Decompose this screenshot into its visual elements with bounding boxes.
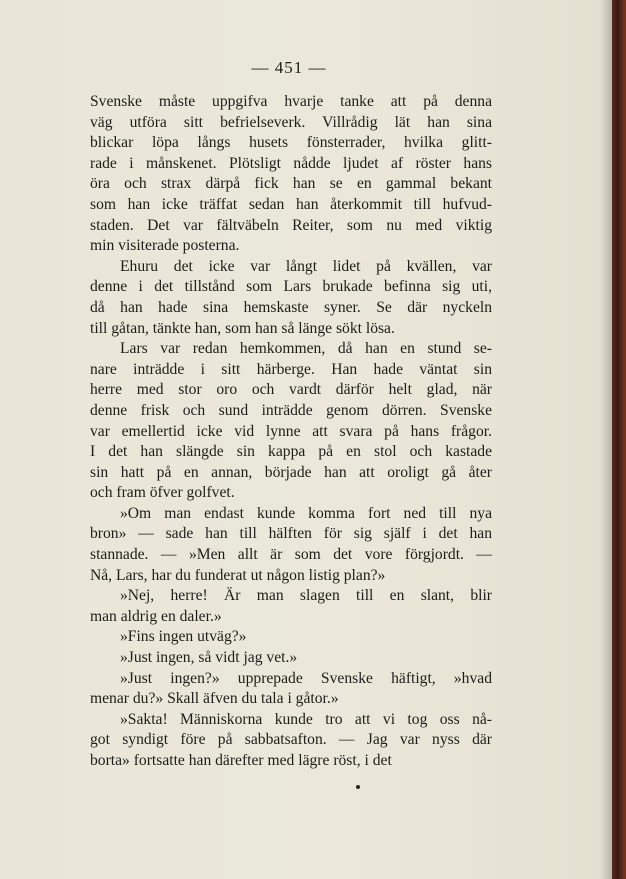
text-line: var emellertid icke vid lynne att svara på hans frågor. [90,422,492,440]
text-line: »Fins ingen utväg?» [120,628,247,646]
text-line: denne frisk och sund inträdde genom dörren. Svenske [90,401,492,419]
text-line: sin hatt på en annan, började han att oroligt gå åter [90,463,492,481]
text-line: got syndigt före på sabbatsafton. — Jag var nyss där [90,731,492,749]
text-line: väg utföra sitt befrielseverk. Villrådig lät han sina [90,113,492,131]
paragraph [90,257,492,339]
text-line: herre med stor oro och vardt därför helt glad, när [90,381,492,399]
text-line: »Om man endast kunde komma fort ned till nya [120,504,492,522]
text-line: »Just ingen, så vidt jag vet.» [120,649,298,667]
paragraph [90,586,492,627]
ink-speck [356,785,360,789]
text-line: Nå, Lars, har du funderat ut någon listig plan?» [90,566,386,584]
paragraph [90,92,492,257]
book-spine [612,0,626,879]
text-line: »Sakta! Människorna kunde tro att vi tog oss nå- [120,710,492,728]
paragraph [90,669,492,710]
text-line: denne i det tillstånd som Lars brukade befinna sig uti, [90,278,492,296]
text-line: I det han slängde sin kappa på en stol och kastade [90,443,492,461]
text-line: Svenske måste uppgifva hvarje tanke att på denna [90,93,492,110]
paragraph [90,504,492,586]
body-text [90,92,492,772]
text-line: blickar löpa långs husets fönsterrader, hvilka glitt- [90,134,492,152]
paragraph [90,648,492,669]
paragraph [90,627,492,648]
text-line: då han hade sina hemskaste syner. Se där nyckeln [90,298,492,316]
text-line: man aldrig en daler.» [90,607,222,625]
page-number: — 451 — [251,58,327,77]
text-line: som han icke träffat sedan han återkommit till hufvud- [90,195,492,213]
text-line: staden. Det var fältväbeln Reiter, som nu med viktig [90,216,492,234]
text-line: till gåtan, tänkte han, som han så länge sökt lösa. [90,319,395,337]
paragraph [90,710,492,772]
text-line: öra och strax därpå fick han se en gammal bekant [90,175,492,193]
text-line: nare inträdde i sitt härberge. Han hade väntat sin [90,360,492,378]
text-line: Ehuru det icke var långt lidet på kvällen, var [120,257,492,275]
text-line: menar du?» Skall äfven du tala i gåtor.» [90,690,339,708]
text-line: rade i månskenet. Plötsligt nådde ljudet af röster hans [90,154,492,172]
text-line: stannade. — »Men allt är som det vore förgjordt. — [90,546,492,564]
text-line: och fram öfver golfvet. [90,484,235,502]
text-line: bron» — sade han till hälften för sig själf i det han [90,525,492,543]
text-line: »Nej, herre! Är man slagen till en slant, blir [120,587,492,605]
text-line: borta» fortsatte han därefter med lägre röst, i det [90,752,392,769]
text-line: »Just ingen?» upprepade Svenske häftigt, »hvad [120,669,492,687]
page-edge-shadow [600,0,612,879]
text-line: min visiterade posterna. [90,237,240,255]
paragraph [90,339,492,504]
text-line: Lars var redan hemkommen, då han en stund se- [120,340,492,358]
